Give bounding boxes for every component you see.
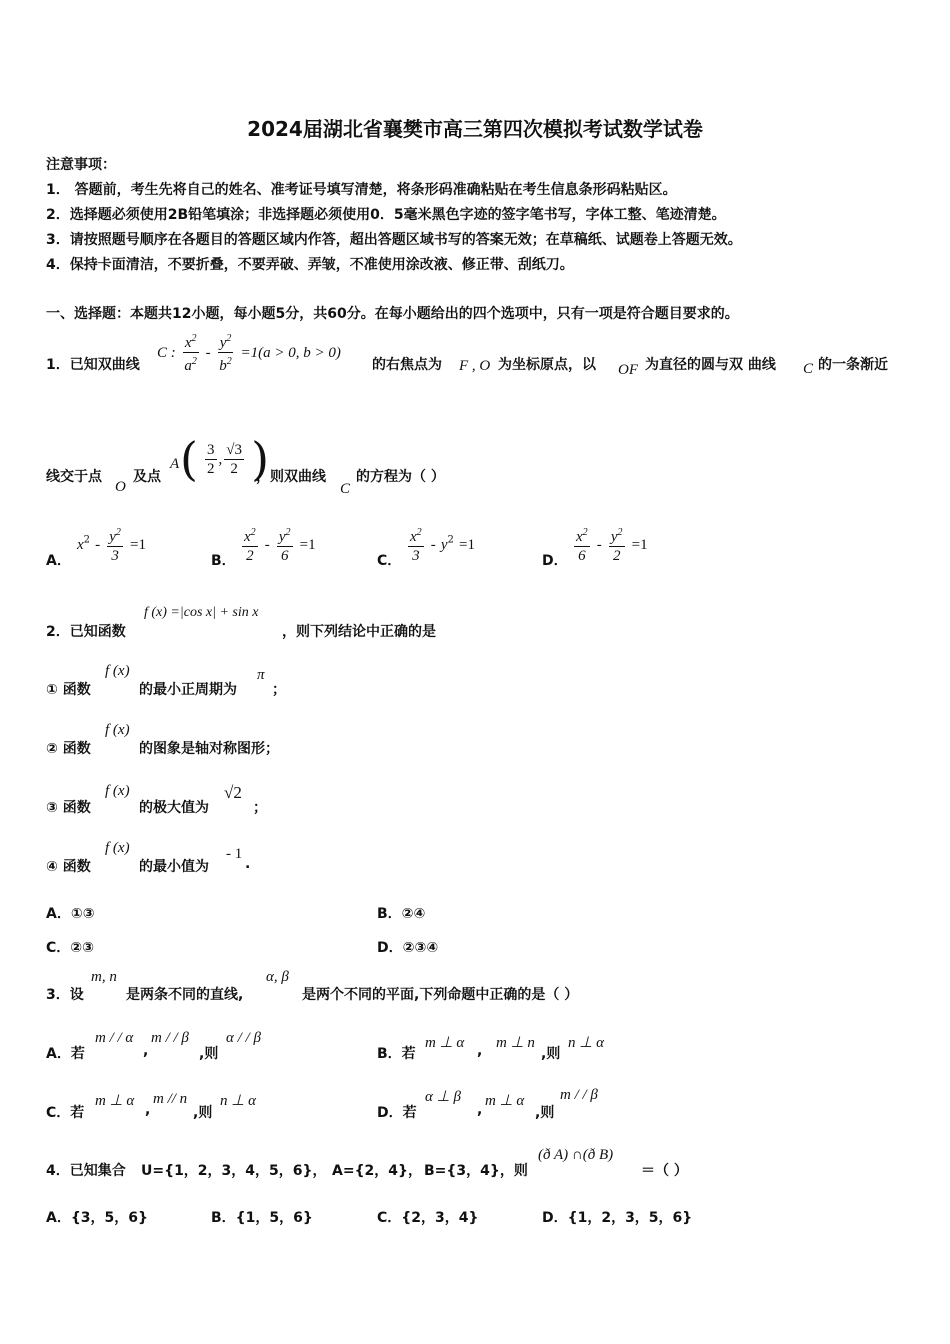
q1-opt-b-label: B． (211, 553, 236, 569)
q1-fo: F , O (459, 358, 491, 374)
q1-text-6: 线交于点 (46, 469, 102, 485)
q3-opt-b-pre: B．若 (377, 1046, 416, 1062)
q2-opt-c: C．②③ (46, 940, 94, 956)
section-heading: 一、选择题：本题共12小题，每小题5分，共60分。在每小题给出的四个选项中，只有一项是符合题目要求的。 (46, 306, 739, 322)
q3-opt-c-m3: n ⊥ α (220, 1093, 256, 1109)
q1-opt-d-label: D． (542, 553, 568, 569)
q2-pi: π (257, 667, 265, 683)
q4-set-b: B={3，4}，则 (424, 1163, 528, 1179)
frac-y2-b2: $\frac{y^2}{b^2}$ (218, 330, 234, 375)
q4-text-1: 4．已知集合 (46, 1163, 126, 1179)
q3-opt-c-pre: C．若 (46, 1105, 85, 1121)
q1-opt-c-label: C． (377, 553, 402, 569)
q3-opt-c-m2: m // n (153, 1091, 188, 1107)
q3-opt-b-m3: n ⊥ α (568, 1035, 604, 1051)
q3-opt-b-m2: m ⊥ n (496, 1035, 535, 1051)
q2-s3-c: ； (253, 800, 267, 816)
q3-mn: m, n (91, 969, 117, 985)
notice-item-1: 1． 答题前，考生先将自己的姓名、准考证号填写清楚，将条形码准确粘贴在考生信息条形码粘贴区。 (46, 182, 677, 198)
q1-text-4: 为直径的圆与双 曲线 (645, 357, 776, 373)
q2-s1-c: ； (272, 682, 286, 698)
q2-s4-c: . (245, 856, 251, 872)
q3-opt-a-m1: m / / α (95, 1030, 134, 1046)
q2-s1-fx: f (x) (105, 663, 130, 679)
q1-text-5: 的一条渐近 (818, 357, 888, 373)
q1-opt-c-eq: $\frac{x^2}{3}$ - $y^2 =1$ (406, 524, 475, 565)
q1-o: O (115, 479, 126, 495)
q4-set-a: A={2，4}， (332, 1163, 422, 1179)
q4-opt-a: A．{3，5，6} (46, 1210, 148, 1226)
q1-opt-a-label: A． (46, 553, 71, 569)
q2-opt-d: D．②③④ (377, 940, 439, 956)
q1-c2: C (340, 481, 351, 497)
q3-opt-d-comma: , (477, 1102, 483, 1118)
q3-opt-d-m2: m ⊥ α (485, 1093, 525, 1109)
q2-s3-a: ③ 函数 (46, 800, 91, 816)
q4-opt-b: B．{1，5，6} (211, 1210, 313, 1226)
q3-opt-d-m3: m / / β (560, 1087, 598, 1103)
q2-s2-a: ② 函数 (46, 741, 91, 757)
eq-rhs: =1(a > 0, b > 0) (240, 345, 341, 361)
q1-of: OF (618, 362, 638, 378)
q1-text-9: 的方程为（ ） (356, 469, 445, 485)
q3-opt-a-pre: A．若 (46, 1046, 85, 1062)
eq-c: C : (157, 345, 176, 361)
q2-s2-b: 的图象是轴对称图形； (139, 741, 279, 757)
q3-opt-a-comma: , (143, 1043, 149, 1059)
notice-heading: 注意事项： (46, 157, 116, 173)
q1-opt-d-eq: $\frac{x^2}{6}$ - $\frac{y^2}{2}$ =1 (572, 524, 648, 565)
notice-item-4: 4．保持卡面清洁，不要折叠，不要弄破、弄皱，不准使用涂改液、修正带、刮纸刀。 (46, 257, 574, 273)
q1-c: C (803, 361, 814, 377)
q2-s2-fx: f (x) (105, 722, 130, 738)
q2-opt-b: B．②④ (377, 906, 426, 922)
frac-x2-a2: $\frac{x^2}{a^2}$ (183, 330, 199, 375)
q3-opt-b-then: ,则 (541, 1046, 561, 1062)
q1-text-8: ，则双曲线 (256, 469, 326, 485)
q2-fx-def: f (x) =|cos x| + sin x (144, 605, 259, 620)
q1-text-7: 及点 (133, 469, 161, 485)
paren-right: ) (251, 432, 270, 486)
q3-opt-a-m2: m / / β (151, 1030, 189, 1046)
notice-item-3: 3．请按照题号顺序在各题目的答题区域内作答，超出答题区域书写的答案无效；在草稿纸、试题卷上答题无效。 (46, 232, 742, 248)
q4-expr: (ð A) ∩(ð B) (538, 1147, 614, 1163)
q1-a: A (170, 456, 180, 472)
q3-text-2: 是两条不同的直线, (126, 987, 244, 1003)
q1-text-2: 的右焦点为 (372, 357, 442, 373)
q2-s1-a: ① 函数 (46, 682, 91, 698)
q3-opt-c-comma: , (145, 1102, 151, 1118)
q2-text-2: ，则下列结论中正确的是 (282, 624, 436, 640)
q3-opt-d-pre: D．若 (377, 1105, 417, 1121)
paren-left: ( (180, 432, 198, 486)
q3-opt-d-then: ,则 (535, 1105, 555, 1121)
q3-opt-d-m1: α ⊥ β (425, 1089, 461, 1105)
q2-s4-a: ④ 函数 (46, 859, 91, 875)
q2-opt-a: A．①③ (46, 906, 95, 922)
q2-s4-fx: f (x) (105, 840, 130, 856)
q1-opt-b-eq: $\frac{x^2}{2}$ - $\frac{y^2}{6}$ =1 (240, 524, 316, 565)
q3-text-3: 是两个不同的平面,下列命题中正确的是（ ） (302, 987, 579, 1003)
q1-point-a: ( $\frac{3}{2}$ , $\frac{√3}{2}$ ) (180, 432, 270, 486)
q3-opt-a-then: ,则 (199, 1046, 219, 1062)
q2-text-1: 2．已知函数 (46, 624, 126, 640)
q2-s4-b: 的最小值为 (139, 859, 209, 875)
q3-opt-a-m3: α / / β (226, 1030, 261, 1046)
q1-opt-a-eq: $x^2$ - $\frac{y^2}{3}$ =1 (77, 524, 146, 565)
q3-text-1: 3．设 (46, 987, 84, 1003)
q3-opt-b-m1: m ⊥ α (425, 1035, 465, 1051)
q2-s3-fx: f (x) (105, 783, 130, 799)
q4-set-u: U={1，2，3，4，5，6}， (141, 1163, 327, 1179)
q2-s3-b: 的极大值为 (139, 800, 209, 816)
q3-opt-c-m1: m ⊥ α (95, 1093, 135, 1109)
q1-text-3: 为坐标原点，以 (498, 357, 596, 373)
q1-text-1: 1．已知双曲线 (46, 357, 140, 373)
q2-neg1: - 1 (226, 846, 243, 862)
q4-opt-c: C．{2，3，4} (377, 1210, 479, 1226)
q4-text-2: ＝（ ） (641, 1163, 688, 1179)
notice-item-2: 2．选择题必须使用2B铅笔填涂；非选择题必须使用0．5毫米黑色字迹的签字笔书写，字体工整、笔迹清楚。 (46, 207, 726, 223)
q4-opt-d: D．{1，2，3，5，6} (542, 1210, 693, 1226)
q2-s1-b: 的最小正周期为 (139, 682, 237, 698)
page-title: 2024届湖北省襄樊市高三第四次模拟考试数学试卷 (247, 117, 703, 141)
q3-opt-c-then: ,则 (193, 1105, 213, 1121)
q3-ab: α, β (266, 969, 289, 985)
q1-equation: C : $\frac{x^2}{a^2}$ - $\frac{y^2}{b^2}$ =1(a > 0, b > 0) (157, 330, 341, 375)
q2-sqrt2: √2 (224, 783, 242, 802)
q3-opt-b-comma: , (477, 1043, 483, 1059)
